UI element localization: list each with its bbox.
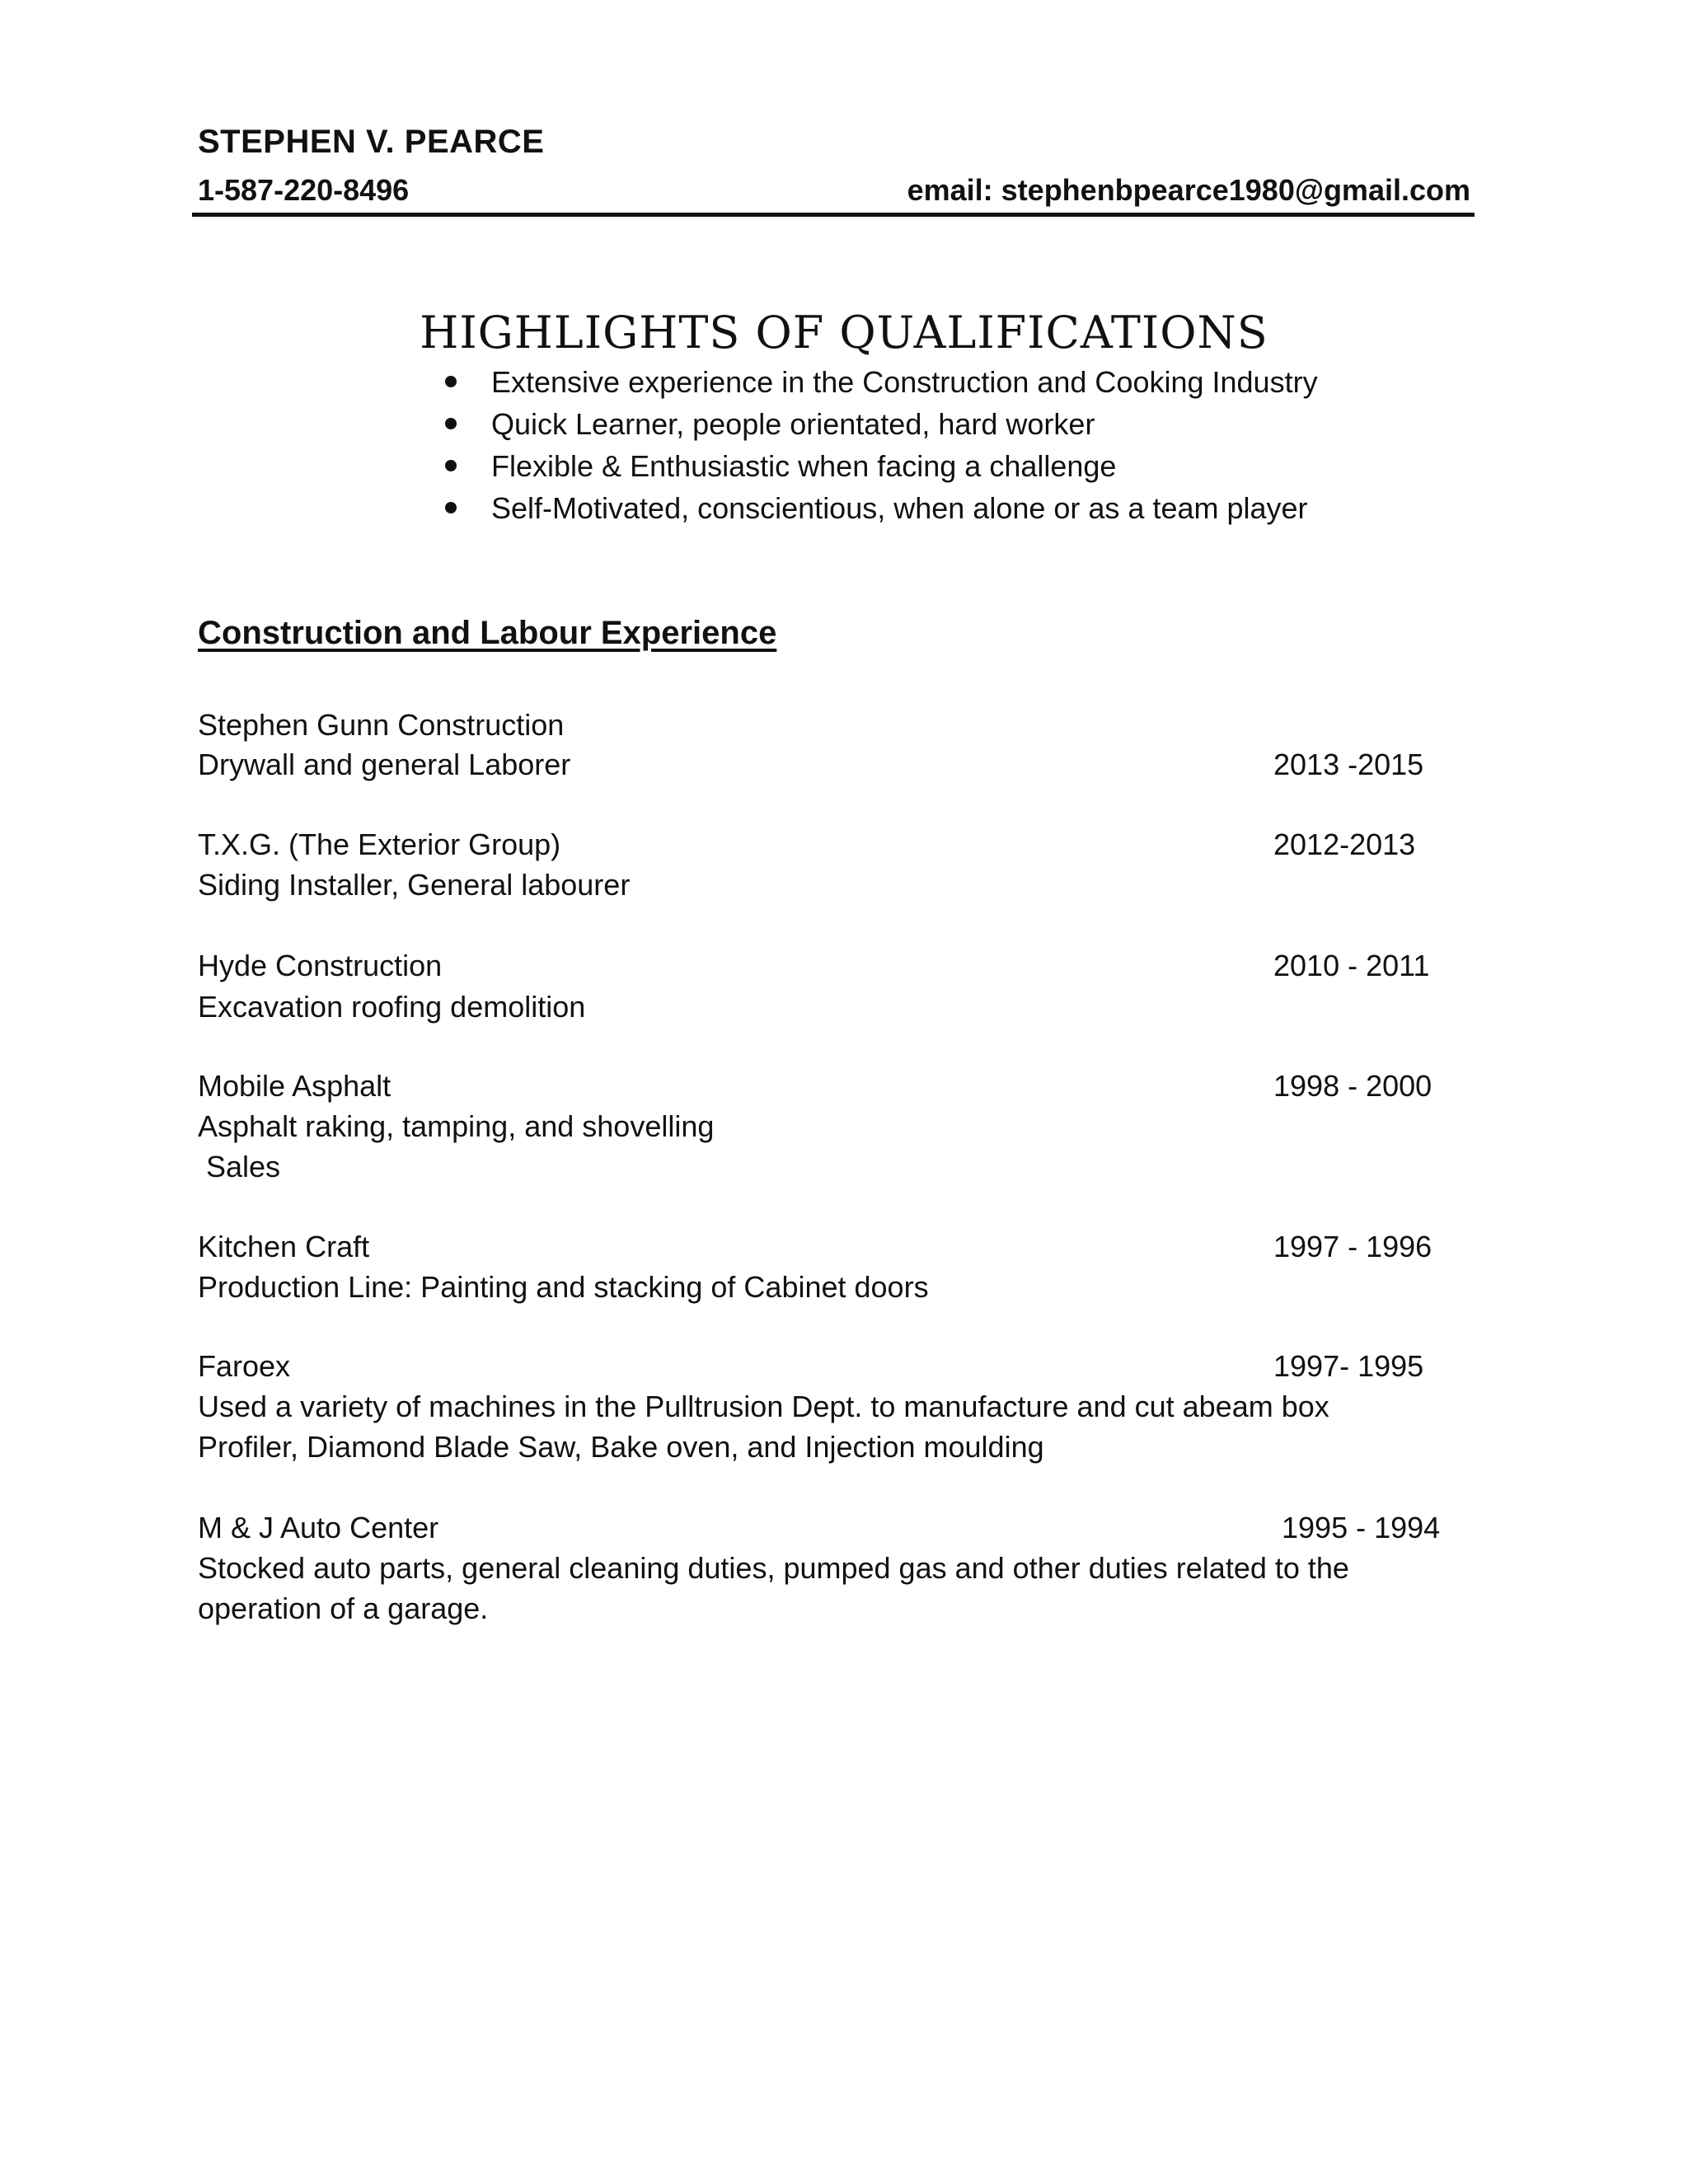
job-employer: T.X.G. (The Exterior Group) (198, 827, 561, 861)
bullet-icon (445, 502, 457, 513)
header-divider (192, 213, 1475, 217)
highlight-text: Quick Learner, people orientated, hard worker (491, 407, 1095, 441)
job-employer: Kitchen Craft (198, 1230, 370, 1263)
applicant-name: STEPHEN V. PEARCE (198, 124, 545, 160)
highlight-item (445, 403, 1318, 445)
highlight-text: Flexible & Enthusiastic when facing a challenge (491, 449, 1117, 483)
job-dates: 2010 - 2011 (1273, 949, 1430, 982)
job-description: Profiler, Diamond Blade Saw, Bake oven, and Injection moulding (198, 1430, 1044, 1464)
job-description: Stocked auto parts, general cleaning duties, pumped gas and other duties related to the (198, 1551, 1349, 1585)
highlight-text: Extensive experience in the Construction and Cooking Industry (491, 365, 1318, 399)
email-address: email: stephenbpearce1980@gmail.com (907, 173, 1470, 207)
bullet-icon (445, 418, 457, 429)
job-description: Used a variety of machines in the Pulltrusion Dept. to manufacture and cut abeam box (198, 1390, 1329, 1423)
job-dates: 2012-2013 (1273, 827, 1416, 861)
highlight-item (445, 487, 1318, 529)
job-employer: M & J Auto Center (198, 1511, 439, 1544)
job-dates: 1998 - 2000 (1273, 1069, 1432, 1103)
job-description: Sales (198, 1150, 281, 1183)
job-description: Drywall and general Laborer (198, 748, 571, 781)
highlight-item (445, 361, 1318, 403)
job-employer: Stephen Gunn Construction (198, 708, 565, 742)
bullet-icon (445, 460, 457, 471)
job-description: operation of a garage. (198, 1591, 489, 1625)
job-employer: Mobile Asphalt (198, 1069, 392, 1103)
job-description: Excavation roofing demolition (198, 990, 586, 1024)
job-dates: 2013 -2015 (1273, 748, 1424, 781)
phone-number: 1-587-220-8496 (198, 173, 410, 207)
highlights-title: HIGHLIGHTS OF QUALIFICATIONS (420, 307, 1268, 359)
job-dates: 1997 - 1996 (1273, 1230, 1432, 1263)
job-description: Production Line: Painting and stacking of Cabinet doors (198, 1270, 929, 1304)
bullet-icon (445, 376, 457, 387)
job-description: Siding Installer, General labourer (198, 868, 631, 902)
highlights-list (445, 361, 1318, 529)
experience-section-title: Construction and Labour Experience (198, 615, 777, 651)
job-description: Asphalt raking, tamping, and shovelling (198, 1109, 715, 1143)
job-employer: Faroex (198, 1349, 291, 1383)
highlight-item (445, 445, 1318, 487)
job-dates: 1995 - 1994 (1282, 1511, 1441, 1544)
job-employer: Hyde Construction (198, 949, 443, 982)
job-dates: 1997- 1995 (1273, 1349, 1424, 1383)
highlight-text: Self-Motivated, conscientious, when alone or as a team player (491, 491, 1308, 525)
